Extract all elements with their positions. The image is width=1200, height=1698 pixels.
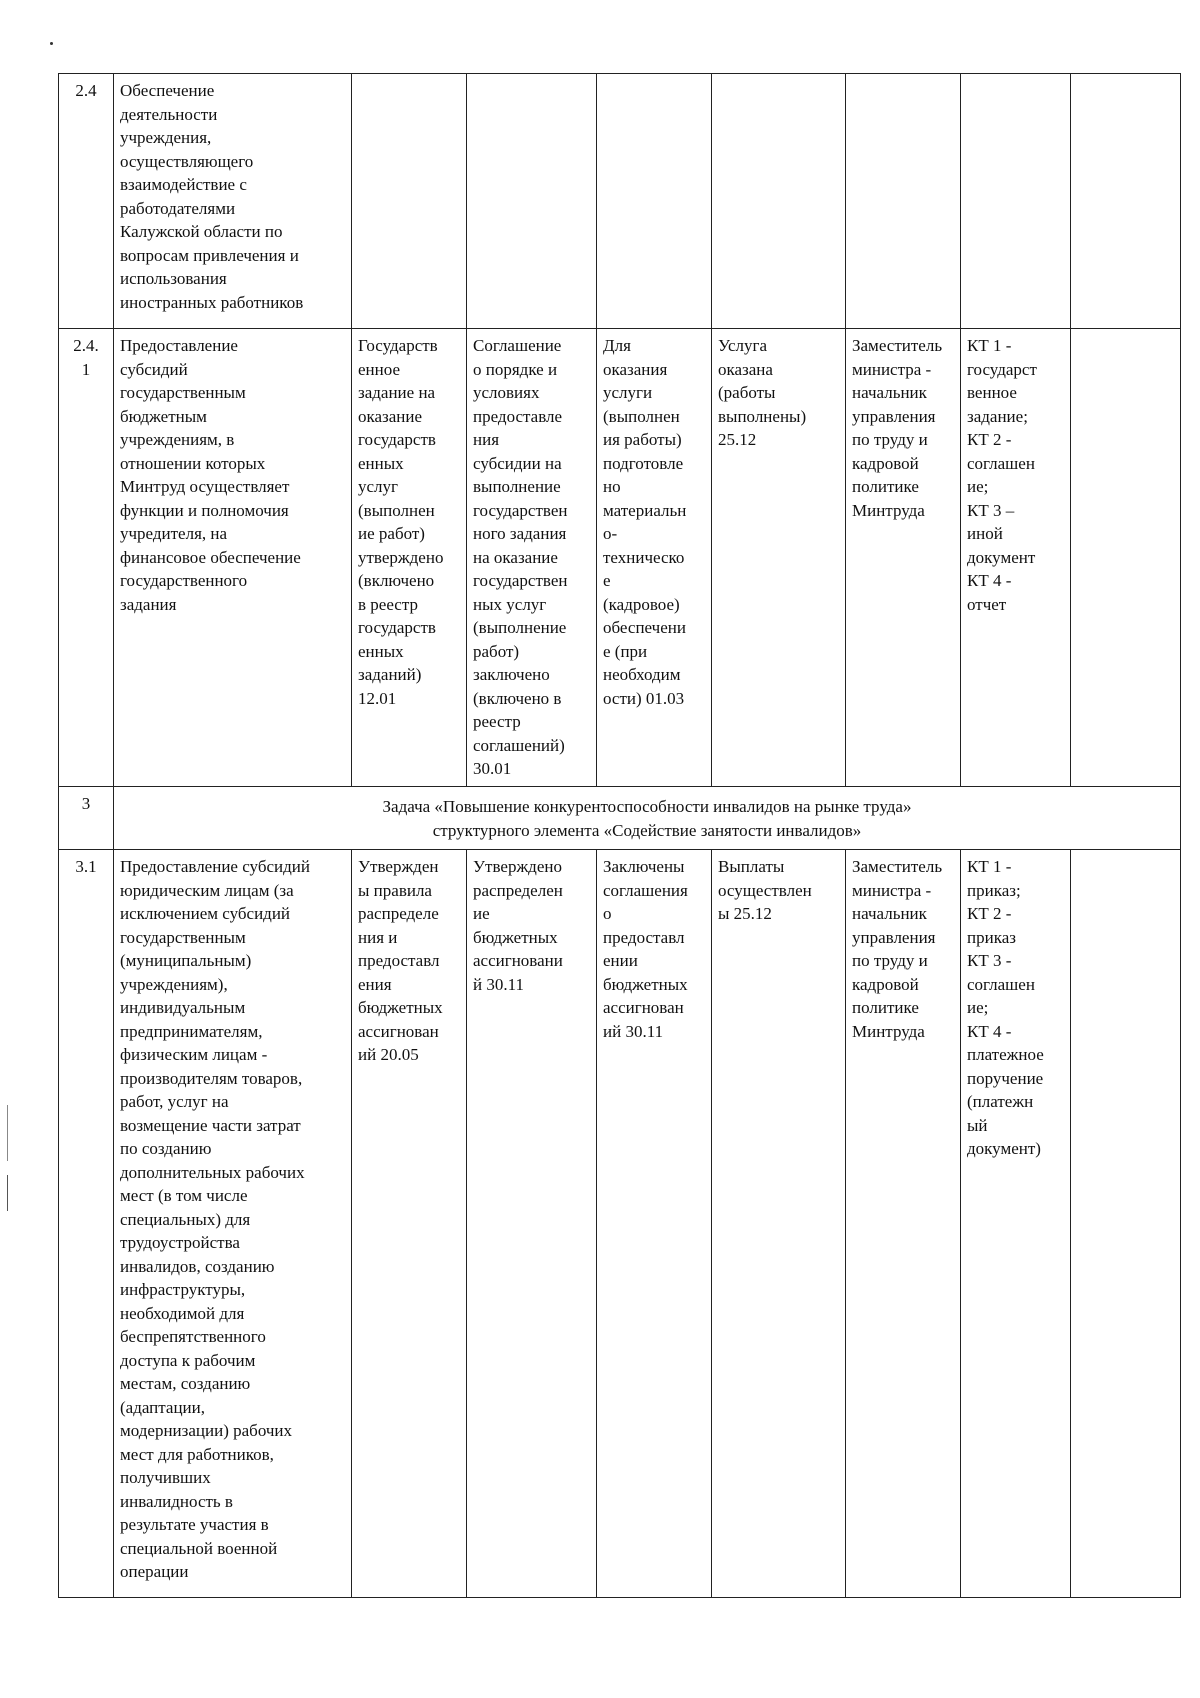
margin-mark [7, 1175, 8, 1211]
event-name: Обеспечение деятельности учреждения, осуществляющего взаимодействие с работодателями Калужской области по вопросам привлечения и использования иностранных работников [114, 74, 352, 329]
plan-table [58, 73, 1181, 1598]
control-point-2: Утверждено распределен ие бюджетных ассигновани й 30.11 [467, 850, 597, 1598]
control-point-1: Государств енное задание на оказание государств енных услуг (выполнен ие работ) утверждено (включено в реестр государств енных заданий) 12.01 [352, 329, 467, 787]
scan-dot [50, 42, 53, 45]
document-type: КТ 1 - приказ; КТ 2 - приказ КТ 3 - соглашен ие; КТ 4 - платежное поручение (платежн ый документ) [961, 850, 1071, 1598]
task-heading: Задача «Повышение конкурентоспособности инвалидов на рынке труда» структурного элемента «Содействие занятости инвалидов» [114, 787, 1181, 850]
responsible [846, 74, 961, 329]
margin-mark [7, 1105, 8, 1161]
responsible: Заместитель министра - начальник управления по труду и кадровой политике Минтруда [846, 850, 961, 1598]
row-number: 3 [59, 787, 114, 850]
row-number: 2.4. 1 [59, 329, 114, 787]
control-point-1 [352, 74, 467, 329]
row-number: 3.1 [59, 850, 114, 1598]
control-point-4: Услуга оказана (работы выполнены) 25.12 [712, 329, 846, 787]
table-row [59, 850, 1181, 1598]
responsible: Заместитель министра - начальник управления по труду и кадровой политике Минтруда [846, 329, 961, 787]
row-number: 2.4 [59, 74, 114, 329]
control-point-3: Заключены соглашения о предоставл ении бюджетных ассигнован ий 30.11 [597, 850, 712, 1598]
extra-cell [1071, 850, 1181, 1598]
control-point-1: Утвержден ы правила распределе ния и предоставл ения бюджетных ассигнован ий 20.05 [352, 850, 467, 1598]
control-point-3 [597, 74, 712, 329]
control-point-2: Соглашение о порядке и условиях предоставле ния субсидии на выполнение государствен ного задания на оказание государствен ных услуг (выполнение работ) заключено (включено в реестр соглашений) 30.01 [467, 329, 597, 787]
extra-cell [1071, 74, 1181, 329]
control-point-2 [467, 74, 597, 329]
event-name: Предоставление субсидий государственным бюджетным учреждениям, в отношении которых Минтруд осуществляет функции и полномочия учредителя, на финансовое обеспечение государственного задания [114, 329, 352, 787]
document-type [961, 74, 1071, 329]
control-point-4: Выплаты осуществлен ы 25.12 [712, 850, 846, 1598]
document-type: КТ 1 - государст венное задание; КТ 2 - соглашен ие; КТ 3 – иной документ КТ 4 - отчет [961, 329, 1071, 787]
table-row [59, 787, 1181, 850]
extra-cell [1071, 329, 1181, 787]
table-row [59, 74, 1181, 329]
event-name: Предоставление субсидий юридическим лицам (за исключением субсидий государственным (муниципальным) учреждениям), индивидуальным предпринимателям, физическим лицам - производителям товаров, работ, услуг на возмещение части затрат по созданию дополнительных рабочих мест (в том числе специальных) для трудоустройства инвалидов, созданию инфраструктуры, необходимой для беспрепятственного доступа к рабочим местам, созданию (адаптации, модернизации) рабочих мест для работников, получивших инвалидность в результате участия в специальной военной операции [114, 850, 352, 1598]
control-point-3: Для оказания услуги (выполнен ия работы) подготовле но материальн о- техническо е (кадровое) обеспечени е (при необходим ости) 01.03 [597, 329, 712, 787]
table-row [59, 329, 1181, 787]
control-point-4 [712, 74, 846, 329]
